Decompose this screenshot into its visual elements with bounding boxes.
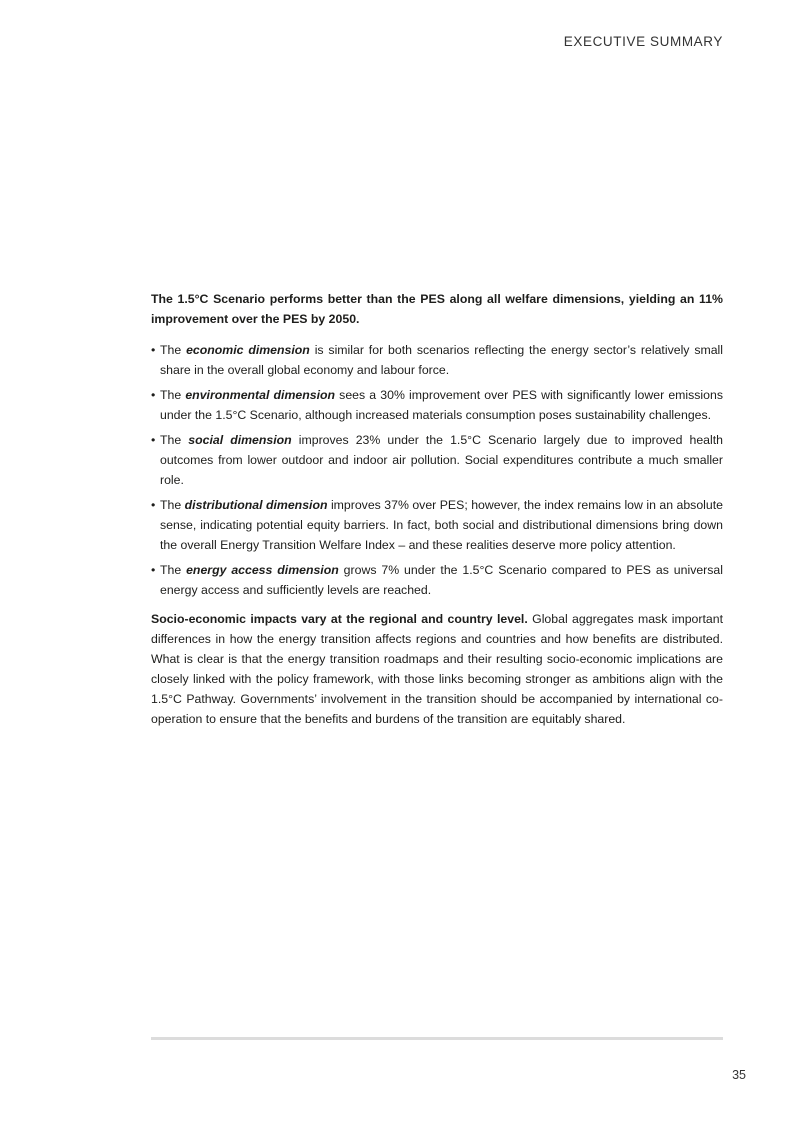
bullet-icon: •	[151, 433, 156, 447]
bullet-text: improves 37% over PES; however, the index remains low in an absolute sense, indicating potential equity barriers. In fact, both social and distributional dimensions bring down the overall Energy Transition Welfare Index – and these realities deserve more policy attention.	[160, 498, 723, 552]
footer-divider	[151, 1037, 723, 1040]
bullet-prefix: The	[160, 563, 187, 577]
bullet-text: grows 7% under the 1.5°C Scenario compared to PES as universal energy access and sufficiently levels are reached.	[160, 563, 723, 597]
bullet-text: sees a 30% improvement over PES with significantly lower emissions under the 1.5°C Scenario, although increased materials consumption poses sustainability challenges.	[160, 388, 723, 422]
list-item	[151, 495, 723, 555]
main-content	[151, 289, 723, 729]
bullet-prefix: The	[160, 498, 185, 512]
bullet-term: economic dimension	[186, 343, 310, 357]
bullet-text: improves 23% under the 1.5°C Scenario largely due to improved health outcomes from lower outdoor and indoor air pollution. Social expenditures contribute a much smaller role.	[160, 433, 723, 487]
dimension-list	[151, 340, 723, 600]
bullet-prefix: The	[160, 433, 189, 447]
list-item	[151, 340, 723, 380]
bullet-term: environmental dimension	[185, 388, 336, 402]
lead-paragraph: The 1.5°C Scenario performs better than the PES along all welfare dimensions, yielding an 11% improvement over the PES by 2050.	[151, 292, 723, 326]
closing-lead: Socio-economic impacts vary at the regional and country level.	[151, 612, 528, 626]
bullet-icon: •	[151, 563, 156, 577]
bullet-prefix: The	[160, 388, 186, 402]
bullet-term: energy access dimension	[186, 563, 339, 577]
bullet-icon: •	[151, 498, 156, 512]
closing-text: Global aggregates mask important differences in how the energy transition affects regions and countries and how benefits are distributed. What is clear is that the energy transition roadmaps and their resulting socio-economic implications are closely linked with the policy framework, with those links becoming stronger as ambitions align with the 1.5°C Pathway. Governments’ involvement in the transition should be accompanied by international co-operation to ensure that the benefits and burdens of the transition are equitably shared.	[151, 612, 723, 726]
section-header: EXECUTIVE SUMMARY	[563, 34, 723, 49]
bullet-icon: •	[151, 343, 156, 357]
bullet-prefix: The	[160, 343, 187, 357]
bullet-text: is similar for both scenarios reflecting the energy sector’s relatively small share in the overall global economy and labour force.	[160, 343, 724, 377]
page-number: 35	[732, 1068, 746, 1082]
closing-paragraph	[151, 609, 723, 729]
bullet-term: social dimension	[188, 433, 292, 447]
bullet-term: distributional dimension	[184, 498, 328, 512]
list-item	[151, 560, 723, 600]
list-item	[151, 430, 723, 490]
list-item	[151, 385, 723, 425]
bullet-icon: •	[151, 388, 156, 402]
